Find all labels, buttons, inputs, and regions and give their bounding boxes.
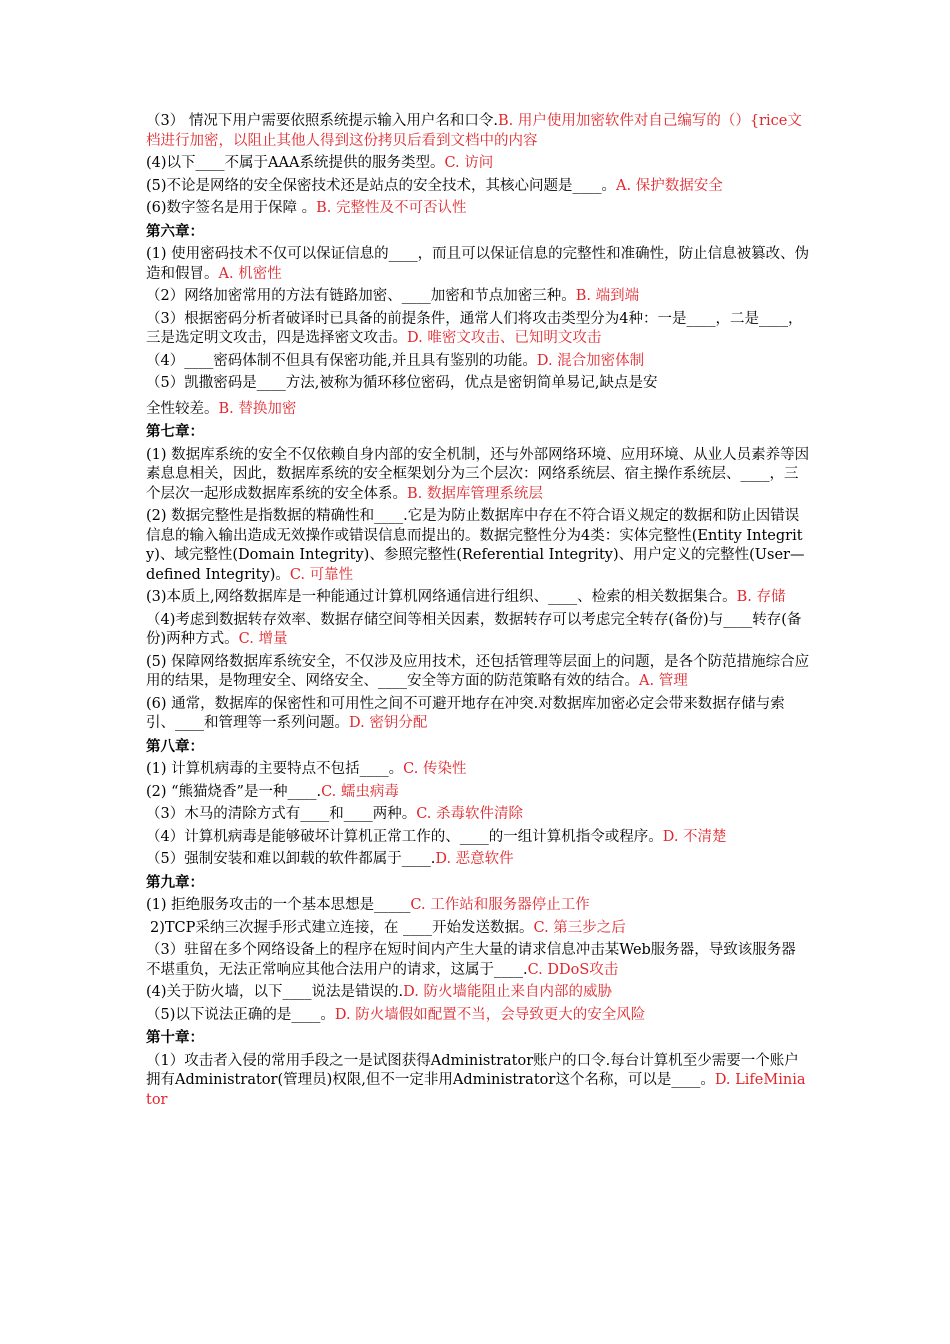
answer-text: D. 不清楚 [662,828,727,845]
question-block-14 [146,588,810,608]
answer-text: A. 管理 [639,673,688,689]
question-block-27 [146,941,810,980]
document-page [146,112,810,1113]
question-text: (5) 保障网络数据库系统安全，不仅涉及应用技术，还包括管理等层面上的问题，是各个防范措施综合应用的结果，是物理安全、网络安全、____安全等方面的防范策略有效的结合。 [146,653,810,689]
answer-text: A. 保护数据安全 [616,177,723,194]
question-block-17 [146,695,810,734]
question-text: （3）根据密码分析者破译时已具备的前提条件，通常人们将攻击类型分为4种：一是____，二是____，三是选定明文攻击，四是选择密文攻击。 [146,310,803,346]
question-block-8 [146,352,810,372]
question-block-7 [146,310,810,349]
question-block-25 [146,896,810,916]
question-text: （2）网络加密常用的方法有链路加密、____加密和节点加密三种。 [146,288,576,304]
chapter-heading-9: 第九章： [146,873,204,891]
question-block-22 [146,828,810,848]
answer-text: A. 机密性 [218,265,282,282]
question-block-2 [146,177,810,197]
answer-text: C. 工作站和服务器停止工作 [410,897,590,913]
answer-text: D. 密钥分配 [349,715,428,731]
answer-text: B. 替换加密 [218,400,297,417]
question-text: （3）驻留在多个网络设备上的程序在短时间内产生大量的请求信息冲击某Web服务器，导致该服务器不堪重负，无法正常响应其他合法用户的请求，这属于____. [146,942,796,978]
question-text: （5)以下说法正确的是____。 [146,1006,335,1023]
answer-text: B. 端到端 [575,288,640,304]
question-block-5 [146,245,810,284]
chapter-heading-8: 第八章： [146,737,204,755]
question-text: 2)TCP采纳三次握手形式建立连接，在 ____开始发送数据。 [150,919,534,936]
question-text: (2) 数据完整性是指数据的精确性和____.它是为防止数据库中存在不符合语义规定的数据和防止因错误信息的输入输出造成无效操作或错误信息而提出的。数据完整性分为4类：实体完整性(Entity Integrity)、域完整性(Domain Integrity)、参照完整性(Referential Integrity)、用户定义的完整性(User—defined Integrity)。 [146,508,805,583]
answer-text: D. 防火墙能阻止来自内部的威胁 [403,984,612,1000]
question-text: 全性较差。 [146,400,219,417]
answer-text: C. 杀毒软件清除 [416,806,524,822]
answer-text: B. 存储 [736,589,786,605]
question-block-20 [146,783,810,803]
question-block-12 [146,446,810,505]
chapter-heading-7: 第七章： [146,423,204,440]
question-text: （3） 情况下用户需要依照系统提示输入用户名和口令. [146,113,498,129]
question-text: （5）强制安装和难以卸载的软件都属于____. [146,851,436,867]
question-text: (1) 数据库系统的安全不仅依赖自身内部的安全机制，还与外部网络环境、应用环境、从业人员素养等因素息息相关，因此，数据库系统的安全框架划分为三个层次：网络系统层、宿主操作系统层、____，三个层次一起形成数据库系统的安全体系。 [146,446,810,502]
answer-text: C. 传染性 [403,761,467,777]
question-text: (1) 计算机病毒的主要特点不包括____。 [146,761,404,777]
question-block-23 [146,850,810,870]
question-block-3 [146,199,810,219]
question-block-13 [146,507,810,585]
answer-text: B. 用户使用加密软件对自己编写的（）{rice文档进行加密，以阻止其他人得到这份拷贝后看到文档中的内容 [146,113,802,149]
answer-text: B. 完整性及不可否认性 [316,200,467,216]
question-block-28 [146,983,810,1003]
question-text: (1) 拒绝服务攻击的一个基本思想是_____ [146,897,411,913]
question-text: （5）凯撒密码是____方法,被称为循环移位密码，优点是密钥简单易记,缺点是安 [146,375,658,391]
question-text: (4)关于防火墙，以下____说法是错误的. [146,984,404,1000]
question-block-19 [146,760,810,780]
question-text: (6)数字签名是用于保障 。 [146,200,317,216]
answer-text: D. 防火墙假如配置不当，会导致更大的安全风险 [334,1006,646,1023]
chapter-heading-10: 第十章： [146,1029,204,1046]
chapter-heading-6: 第六章： [146,222,204,240]
question-text: （4)考虑到数据转存效率、数据存储空间等相关因素，数据转存可以考虑完全转存(备份)与____转存(备份)两种方式。 [146,611,802,647]
answer-text: C. 可靠性 [289,566,354,583]
question-block-1 [146,154,810,174]
question-block-26 [146,919,810,939]
question-text: （1）攻击者入侵的常用手段之一是试图获得Administrator账户的口令.每台计算机至少需要一个账户拥有Administrator(管理员)权限,但不一定非用Administrator这个名称，可以是____。 [146,1052,799,1088]
answer-text: C. 访问 [444,155,494,171]
question-text: （4）____密码体制不但具有保密功能,并且具有鉴别的功能。 [146,352,537,369]
question-block-29 [146,1006,810,1026]
question-text: (5)不论是网络的安全保密技术还是站点的安全技术，其核心问题是____。 [146,177,617,194]
question-block-6 [146,287,810,307]
question-block-10 [146,400,810,420]
question-text: (1) 使用密码技术不仅可以保证信息的____，而且可以保证信息的完整性和准确性，防止信息被篡改、伪造和假冒。 [146,246,810,282]
answer-text: D. 恶意软件 [435,851,514,867]
question-text: （3）木马的清除方式有____和____两种。 [146,806,417,822]
question-block-31 [146,1052,810,1111]
answer-text: D. 混合加密体制 [536,352,645,369]
answer-text: C. 蠕虫病毒 [321,783,399,800]
question-text: (3)本质上,网络数据库是一种能通过计算机网络通信进行组织、____、检索的相关数据集合。 [146,589,737,605]
answer-text: D. 唯密文攻击、已知明文攻击 [407,330,602,346]
question-text: (6) 通常，数据库的保密性和可用性之间不可避开地存在冲突.对数据库加密必定会带来数据存储与索引、____和管理等一系列问题。 [146,695,785,731]
question-block-16 [146,653,810,692]
question-text: (2) “熊猫烧香”是一种____. [146,783,322,800]
answer-text: D. LifeMiniator [146,1072,806,1108]
answer-text: C. 增量 [238,631,288,647]
answer-text: C. 第三步之后 [533,919,626,936]
question-text: （4）计算机病毒是能够破坏计算机正常工作的、____的一组计算机指令或程序。 [146,828,663,845]
answer-text: C. DDoS攻击 [527,961,619,978]
question-block-21 [146,805,810,825]
question-text: (4)以下____不属于AAA系统提供的服务类型。 [146,155,445,171]
answer-text: B. 数据库管理系统层 [407,485,543,502]
question-block-15 [146,611,810,650]
question-block-0 [146,112,810,151]
question-block-9 [146,374,810,394]
